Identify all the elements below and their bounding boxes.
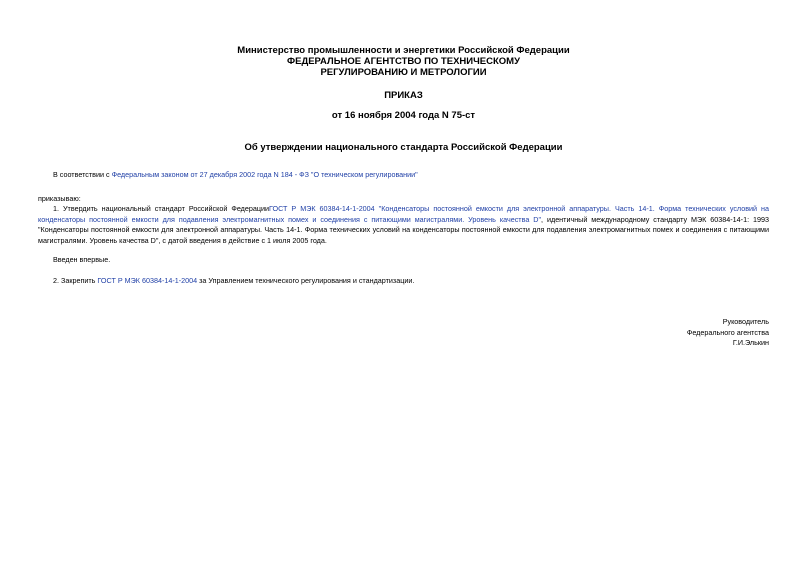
intro-paragraph <box>38 170 769 181</box>
item-2-paragraph <box>38 276 769 287</box>
item-1-paragraph <box>38 204 769 246</box>
item-1-suffix: , идентичный международному стандарту МЭК 60384-14-1: 1993 "Конденсаторы постоянной емкости для электронной аппаратуры. Часть 14-1. Форма технических условий на конденсаторы постоянной емкости для подавления электромагнитных помех и соединения с питающими магистралями. Уровень качества D", с датой введения в действие с 1 июля 2005 года. <box>38 214 770 245</box>
signature-title-1: Руководитель <box>722 317 769 326</box>
standard-link-2[interactable]: ГОСТ Р МЭК 60384-14-1-2004 <box>97 276 198 285</box>
order-label: ПРИКАЗ <box>384 90 423 101</box>
item-1-prefix: 1. Утвердить национальный стандарт Российской Федерации <box>53 204 270 213</box>
order-subject: Об утверждении национального стандарта Российской Федерации <box>244 142 563 153</box>
agency-name-line2: РЕГУЛИРОВАНИЮ И МЕТРОЛОГИИ <box>320 67 487 78</box>
introduced-first-note: Введен впервые. <box>53 255 111 264</box>
intro-prefix: В соответствии с <box>53 170 112 179</box>
agency-name-line1: ФЕДЕРАЛЬНОЕ АГЕНТСТВО ПО ТЕХНИЧЕСКОМУ <box>287 56 520 67</box>
signature-block <box>687 317 769 349</box>
document-header <box>0 45 807 78</box>
order-date: от 16 ноября 2004 года N 75-ст <box>331 110 476 121</box>
ministry-name: Министерство промышленности и энергетики Российской Федерации <box>237 45 570 56</box>
item-2-prefix: 2. Закрепить <box>53 276 98 285</box>
orders-word: приказываю: <box>38 194 81 203</box>
signature-name: Г.И.Элькин <box>732 338 769 347</box>
federal-law-link[interactable]: Федеральным законом от 27 декабря 2002 года N 184 - ФЗ "О техническом регулировании" <box>111 170 418 179</box>
item-2-suffix: за Управлением технического регулирования и стандартизации. <box>197 276 415 285</box>
standard-link[interactable]: ГОСТ Р МЭК 60384-14-1-2004 "Конденсаторы постоянной емкости для электронной аппаратуры. Часть 14-1. Форма технических условий на конденсаторы постоянной емкости для подавления электромагнитных помех и соединения с питающими магистралями. Уровень качества D" <box>38 204 769 224</box>
signature-title-2: Федерального агентства <box>686 327 769 337</box>
